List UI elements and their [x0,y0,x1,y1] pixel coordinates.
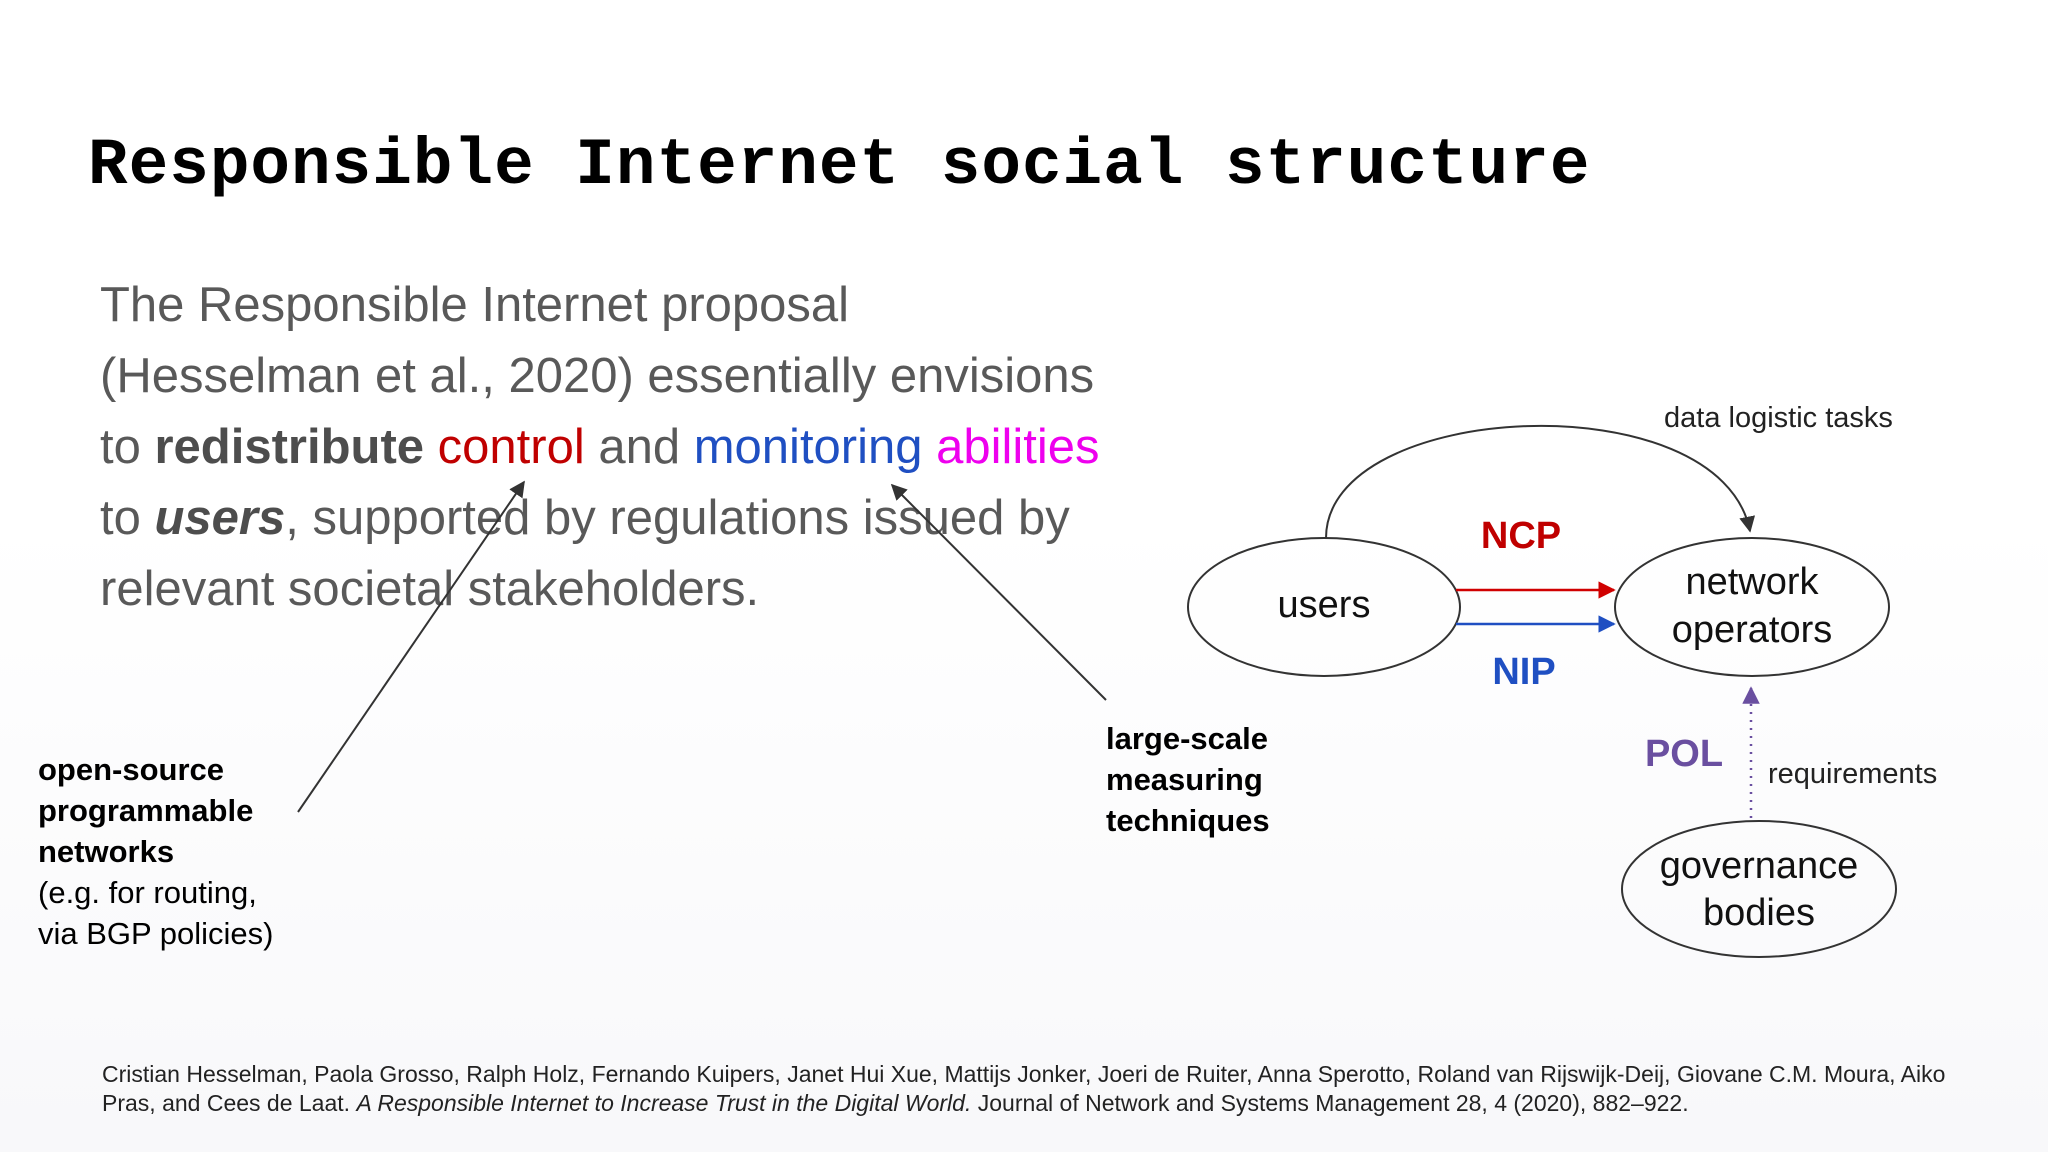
para-users: users [154,491,286,545]
reference-journal: Journal of Network and Systems Management 28, 4 (2020), 882–922. [971,1090,1689,1116]
para-monitoring: monitoring [693,420,923,474]
para-to-2: to [100,491,155,545]
para-rest-4: , supported by regulations issued by [285,491,1070,545]
para-line-2: (Hesselman et al., 2020) essentially envisions [100,349,1095,403]
reference-title: A Responsible Internet to Increase Trust in the Digital World. [356,1090,972,1116]
slide-title: Responsible Internet social structure [88,128,1591,203]
governance-label-2: bodies [1703,892,1815,934]
para-and: and [584,420,694,474]
para-redistribute: redistribute [154,420,425,474]
nip-label: NIP [1492,651,1556,693]
para-to: to [100,420,155,474]
governance-label-1: governance [1659,845,1859,887]
ncp-label: NCP [1480,515,1562,557]
para-line-5: relevant societal stakeholders. [100,562,760,616]
open-source-bold-1: open-source [38,752,225,787]
open-source-bold-3: networks [38,834,175,869]
open-source-note-2: via BGP policies) [38,916,274,951]
pol-label: POL [1644,733,1724,775]
users-node-label: users [1277,584,1371,626]
open-source-bold-2: programmable [38,793,254,828]
governance-bodies-node [1622,821,1896,957]
network-operators-label-1: network [1685,561,1819,603]
open-source-note-1: (e.g. for routing, [38,875,257,910]
para-control: control [437,420,585,474]
reference-authors: Cristian Hesselman, Paola Grosso, Ralph Holz, Fernando Kuipers, Janet Hui Xue, Mattijs Jonker, Joeri de Ruiter, Anna Sperotto, Roland van Rijswijk-Deij, Giovane C.M. Moura, Aiko Pras, and Cees de Laat. [102,1061,1946,1116]
reference [102,1060,1982,1118]
measuring-line-1: large-scale [1106,721,1268,756]
measuring-line-3: techniques [1106,803,1270,838]
requirements-label: requirements [1768,758,1938,790]
arrow-to-monitoring [892,485,1106,700]
data-logistic-label: data logistic tasks [1664,402,1893,434]
arrow-to-control [298,482,524,812]
para-line-1: The Responsible Internet proposal [100,278,850,332]
measuring-line-2: measuring [1106,762,1263,797]
para-abilities: abilities [936,420,1100,474]
network-operators-label-2: operators [1671,609,1833,651]
network-operators-node [1615,538,1889,676]
